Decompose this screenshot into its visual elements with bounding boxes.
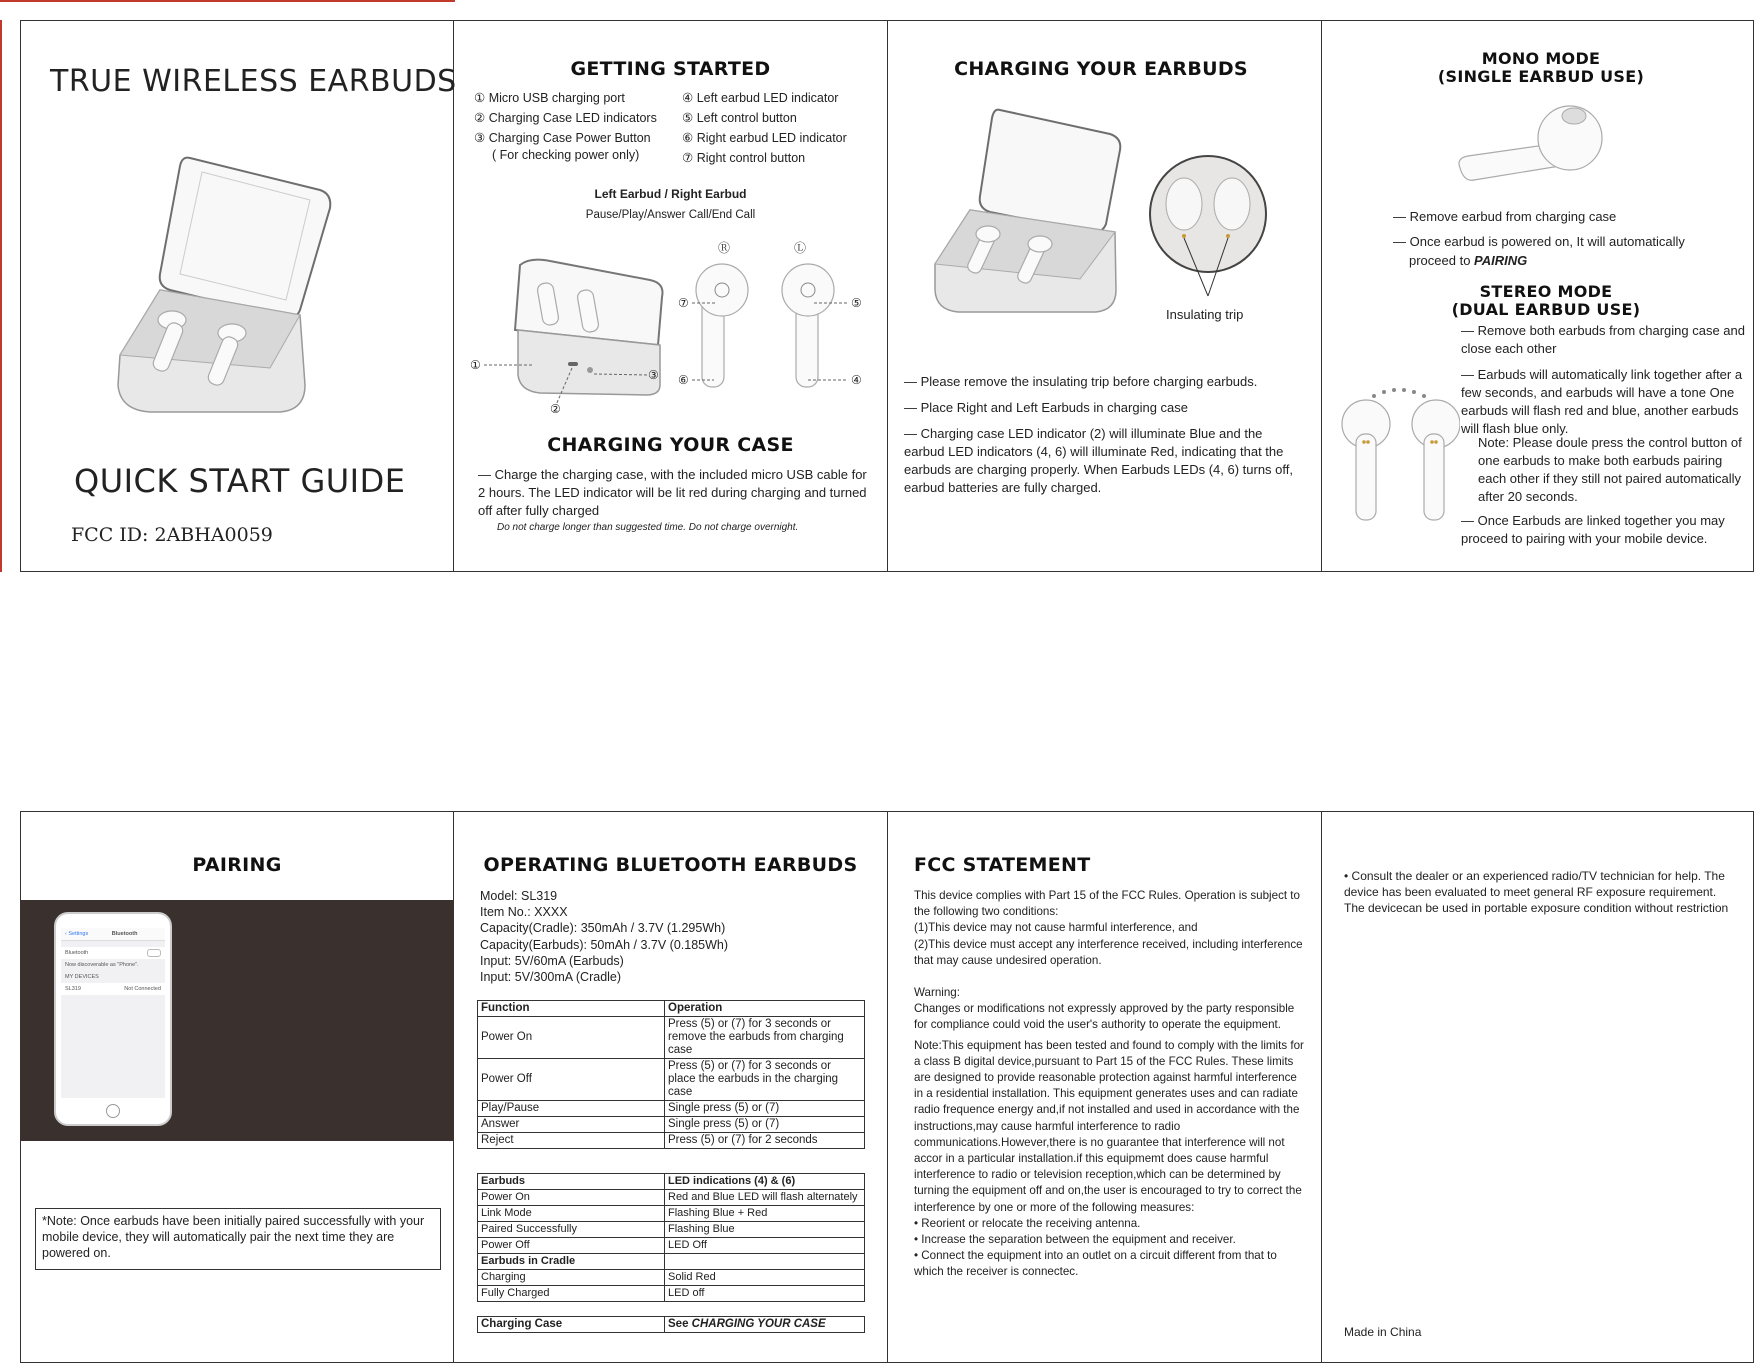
table-row: Earbuds in Cradle [478, 1254, 865, 1270]
label-left-earbud: Ⓛ [794, 241, 807, 255]
spec-input-earbuds: Input: 5V/60mA (Earbuds) [480, 953, 624, 968]
callout-5: ⑤ [851, 296, 862, 310]
red-trim-top [0, 0, 455, 2]
charging-case-note: Do not charge longer than suggested time. Do not charge overnight. [497, 522, 799, 533]
phone-toggle [147, 949, 161, 957]
fcc-heading: FCC STATEMENT [914, 854, 1091, 876]
label-right-earbud: Ⓡ [718, 241, 731, 255]
mono-heading [1321, 50, 1754, 86]
mono-heading-line1: MONO MODE [1481, 49, 1601, 68]
mono-bullet-1: — Remove earbud from charging case [1393, 208, 1743, 226]
insulating-trip-label: Insulating trip [1166, 307, 1244, 322]
specs-list [480, 888, 728, 985]
table-header: Earbuds LED indications (4) & (6) [478, 1174, 865, 1190]
callout-6: ⑥ [678, 373, 689, 387]
parts-diagram [470, 235, 880, 415]
callout-4: ④ [851, 373, 862, 387]
fcc-warning-title: Warning: [914, 986, 960, 1000]
stereo-bullet-1: — Remove both earbuds from charging case and close each other [1461, 322, 1751, 358]
table-row: Charging Case See CHARGING YOUR CASE [478, 1317, 865, 1333]
charging-case-text: — Charge the charging case, with the included micro USB cable for 2 hours. The LED indicator will be lit red during charging and turned off after fully charged [478, 466, 873, 520]
phone-screen [61, 928, 165, 1098]
charging-earbuds-bullet-3: — Charging case LED indicator (2) will illuminate Blue and the earbud LED indicators (4, 6) will illuminate Red, indicating that the earbuds are charging properly. When Earbuds LEDs (4, 6) turns off, earbud batteries are fully charged. [904, 425, 1304, 497]
table-row: Play/Pause Single press (5) or (7) [478, 1101, 865, 1117]
parts-list-left [474, 90, 684, 164]
phone-row-discoverable: Now discoverable as "Phone". [65, 962, 139, 968]
callout-2: ② [550, 402, 561, 415]
spec-item: Item No.: XXXX [480, 905, 568, 920]
rf-exposure-text: • Consult the dealer or an experienced radio/TV technician for help. The device has been evaluated to meet general RF exposure requirement. The devicecan be used in portable exposure condition without restriction [1344, 869, 1729, 916]
phone-row-device: SL319 [65, 986, 81, 992]
parts-list-right [682, 90, 882, 167]
table-row: Charging Solid Red [478, 1270, 865, 1286]
pairing-heading: PAIRING [192, 854, 282, 876]
mono-bullet-2b: proceed to PAIRING [1409, 253, 1528, 268]
pairing-note: *Note: Once earbuds have been initially paired successfully with your mobile device, they will automatically pair the next time they are powered on. [42, 1214, 425, 1260]
fcc-note: Note:This equipment has been tested and found to comply with the limits for a class B digital device,pursuant to Part 15 of the FCC Rules. These limits are designed to provide reasonable protection against harmful interference in a residential installation. This equipment generates uses and can radiate radio frequence energy and,if not installed and used in accordance with the instructions,may cause harmful interference to radio communications.However,there is no guarantee that interference will not accor in a particular installation.if this equipmemt does cause harmful interference to radio or television reception,which can be determined by turning the equipment off and on,the user is encouraged to try to correct the interference by one or more of the following measures: [914, 1038, 1304, 1214]
part-item-3-note: ( For checking power only) [492, 148, 640, 162]
charging-earbuds-bullet-1: — Please remove the insulating trip before charging earbuds. [904, 373, 1314, 391]
mono-earbud-illustration [1452, 96, 1612, 192]
cover-subtitle: QUICK START GUIDE [74, 462, 406, 500]
callout-7: ⑦ [678, 296, 689, 310]
spec-capacity-cradle: Capacity(Cradle): 350mAh / 3.7V (1.295Wh) [480, 921, 726, 936]
spec-model: Model: SL319 [480, 889, 558, 903]
stereo-heading-line1: STEREO MODE [1479, 282, 1613, 301]
fcc-text [914, 888, 1306, 1281]
stereo-bullet-2-note: Note: Please doule press the control button of one earbuds to make both earbuds pairing each other if they still not paired automatically after 20 seconds. [1478, 435, 1742, 504]
table-row: Power Off LED Off [478, 1238, 865, 1254]
stereo-heading [1321, 283, 1754, 319]
mono-heading-line2: (SINGLE EARBUD USE) [1437, 67, 1645, 86]
fcc-measure-2: • Increase the separation between the equipment and receiver. [914, 1233, 1236, 1247]
table-row: Link Mode Flashing Blue + Red [478, 1206, 865, 1222]
fcc-warning: Changes or modifications not expressly approved by the party responsible for compliance could void the user's authority to operate the equipment. [914, 1002, 1295, 1032]
mono-bullet-2: — Once earbud is powered on, It will automatically [1393, 233, 1743, 251]
stereo-earbuds-illustration [1340, 382, 1460, 522]
phone-row-mydevices: MY DEVICES [65, 974, 99, 980]
charging-earbuds-bullet-2: — Place Right and Left Earbuds in charging case [904, 399, 1314, 417]
stereo-heading-line2: (DUAL EARBUD USE) [1451, 300, 1641, 319]
stereo-bullet-2: — Earbuds will automatically link together after a few seconds, and earbuds will have a tone One earbuds will flash red and blue, another earbuds will flash blue only. [1461, 366, 1751, 438]
spec-input-cradle: Input: 5V/300mA (Cradle) [480, 970, 622, 985]
table-row: Answer Single press (5) or (7) [478, 1117, 865, 1133]
table-row: Fully Charged LED off [478, 1286, 865, 1302]
charging-earbuds-illustration [930, 104, 1270, 334]
callout-3: ③ [648, 368, 659, 382]
spec-capacity-earbuds: Capacity(Earbuds): 50mAh / 3.7V (0.185Wh) [480, 937, 729, 952]
charging-case-heading: CHARGING YOUR CASE [547, 434, 794, 456]
table-row: Power On Press (5) or (7) for 3 seconds or remove the earbuds from charging case [478, 1017, 865, 1059]
function-table [477, 1000, 865, 1149]
table-row: Power Off Press (5) or (7) for 3 seconds or place the earbuds in the charging case [478, 1059, 865, 1101]
fcc-measure-1: • Reorient or relocate the receiving antenna. [914, 1216, 1141, 1230]
fcc-p1: This device complies with Part 15 of the FCC Rules. Operation is subject to the following two conditions: [914, 889, 1300, 919]
fcc-id: FCC ID: 2ABHA0059 [71, 524, 273, 546]
phone-row-status: Not Connected [124, 986, 161, 992]
table-row: Reject Press (5) or (7) for 2 seconds [478, 1133, 865, 1149]
charging-earbuds-heading: CHARGING YOUR EARBUDS [954, 58, 1248, 80]
fcc-p2: (1)This device may not cause harmful interference, and [914, 921, 1198, 935]
phone-header: Bluetooth [111, 931, 138, 937]
operating-heading: OPERATING BLUETOOTH EARBUDS [483, 854, 858, 876]
table-row: Power On Red and Blue LED will flash alternately [478, 1190, 865, 1206]
part-item-2: ② Charging Case LED indicators [474, 111, 657, 125]
part-item-5: ⑤ Left control button [682, 111, 797, 125]
earbud-controls-heading: Left Earbud / Right Earbud [594, 187, 747, 201]
part-item-7: ⑦ Right control button [682, 151, 806, 165]
part-item-6: ⑥ Right earbud LED indicator [682, 131, 847, 145]
cover-title: TRUE WIRELESS EARBUDS [50, 64, 457, 99]
getting-started-heading: GETTING STARTED [570, 58, 771, 80]
pairing-note-box [35, 1208, 441, 1270]
callout-1: ① [470, 358, 481, 372]
stereo-bullet-3: — Once Earbuds are linked together you may proceed to pairing with your mobile device. [1461, 512, 1751, 548]
phone-home-button [106, 1104, 120, 1118]
table-header: Function Operation [478, 1001, 865, 1017]
phone-back-link: ‹ Settings [65, 931, 89, 937]
phone-illustration [54, 912, 172, 1126]
table-row: Paired Successfully Flashing Blue [478, 1222, 865, 1238]
cover-case-illustration [110, 150, 340, 420]
led-table [477, 1173, 865, 1302]
part-item-1: ① Micro USB charging port [474, 91, 625, 105]
earbud-controls-sub: Pause/Play/Answer Call/End Call [585, 209, 756, 221]
phone-row-bluetooth: Bluetooth [65, 950, 89, 956]
made-in-china: Made in China [1344, 1325, 1422, 1339]
fcc-measure-3: • Connect the equipment into an outlet on a circuit different from that to which the receiver is connectec. [914, 1249, 1277, 1279]
charging-case-table [477, 1316, 865, 1333]
part-item-3: ③ Charging Case Power Button [474, 131, 651, 145]
red-trim-left [0, 20, 2, 572]
part-item-4: ④ Left earbud LED indicator [682, 91, 839, 105]
fcc-p3: (2)This device must accept any interference received, including interference that may cause undesired operation. [914, 937, 1303, 967]
